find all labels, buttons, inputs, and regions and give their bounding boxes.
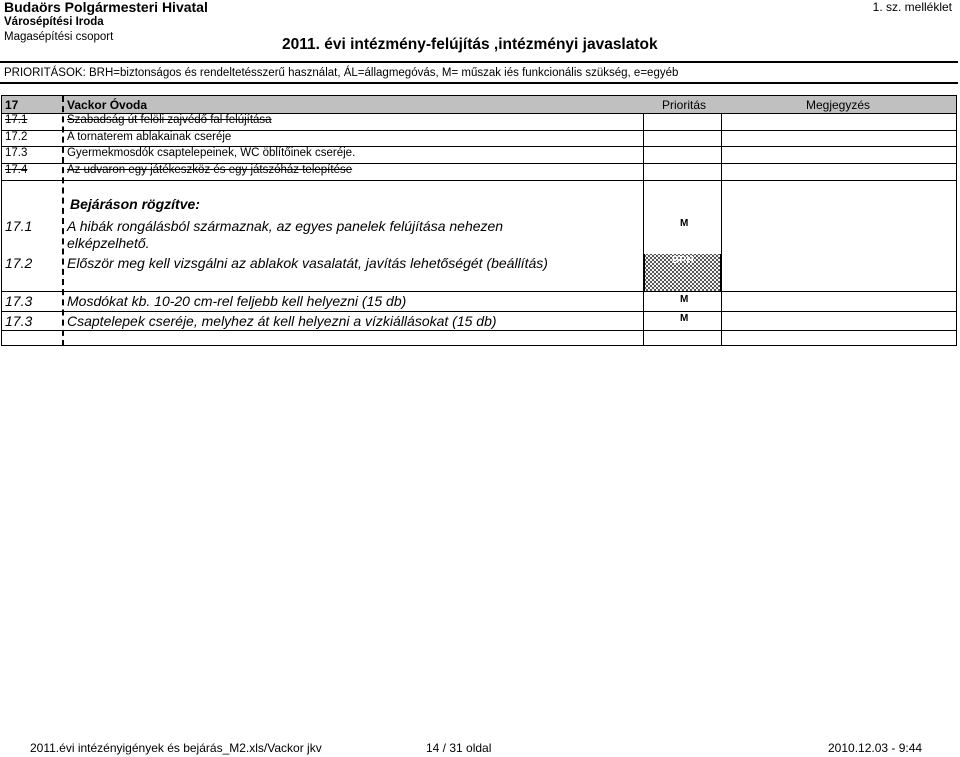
header-number: 17 (5, 98, 19, 112)
row-divider (2, 330, 956, 331)
footer-date: 2010.12.03 - 9:44 (828, 741, 923, 755)
inspection-heading: Bejáráson rögzítve: (70, 196, 200, 212)
priority-code: BRH (672, 255, 694, 266)
row-divider (2, 180, 956, 181)
inspection-number: 17.1 (5, 218, 33, 234)
table-row-text: Az udvaron egy játékeszköz és egy játszóház telepítése (67, 164, 353, 176)
priorities-legend (0, 61, 958, 84)
table-row-number: 17.1 (5, 114, 28, 126)
inspection-text: Csaptelepek cseréje, melyhez át kell helyezni a vízkiállásokat (15 db) (67, 313, 497, 329)
header-note: Megjegyzés (806, 98, 871, 112)
table-row-text: Gyermekmosdók csaptelepeinek, WC öblítőinek cseréje. (67, 147, 356, 159)
table-row-text: Szabadság út felöli zajvédő fal felújítása (67, 114, 272, 126)
inspection-number: 17.2 (5, 255, 33, 271)
footer-page: 14 / 31 oldal (426, 741, 492, 755)
row-divider (2, 311, 956, 312)
org-name: Budaörs Polgármesteri Hivatal (4, 0, 208, 15)
priority-code: M (680, 218, 689, 229)
inspection-number: 17.3 (5, 313, 33, 329)
inspection-text-continued: elképzelhető. (67, 235, 150, 251)
inspection-text: Mosdókat kb. 10-20 cm-rel feljebb kell helyezni (15 db) (67, 293, 407, 309)
column-divider (643, 114, 644, 346)
document-title: 2011. évi intézmény-felújítás ,intézményi javaslatok (282, 36, 658, 53)
header-institution: Vackor Óvoda (67, 98, 148, 112)
priorities-label: PRIORITÁSOK: (4, 67, 86, 79)
priorities-text: BRH=biztonságos és rendeltetésszerű használat, ÁL=állagmegóvás, M= műszak iés funkcionális szükség, e=egyéb (89, 67, 679, 79)
column-divider-dashed (62, 96, 64, 346)
table-row-number: 17.2 (5, 131, 28, 143)
inspection-number: 17.3 (5, 293, 33, 309)
column-divider (721, 114, 722, 346)
group-name: Magasépítési csoport (4, 31, 114, 43)
table-row-text: A tornaterem ablakainak cseréje (67, 131, 232, 143)
priority-code: M (680, 294, 689, 305)
inspection-text: Először meg kell vizsgálni az ablakok vasalatát, javítás lehetőségét (beállítás) (67, 255, 548, 271)
footer-file: 2011.évi intézényigények és bejárás_M2.xls/Vackor jkv (30, 741, 322, 755)
annex-label: 1. sz. melléklet (872, 0, 952, 14)
row-divider (2, 291, 956, 292)
table-row-number: 17.3 (5, 147, 28, 159)
table-row-number: 17.4 (5, 164, 28, 176)
inspection-text: A hibák rongálásból származnak, az egyes panelek felújítása nehezen (67, 218, 504, 234)
header-priority: Prioritás (662, 98, 707, 112)
priority-code: M (680, 313, 689, 324)
department-name: Városépítési Iroda (4, 16, 104, 28)
